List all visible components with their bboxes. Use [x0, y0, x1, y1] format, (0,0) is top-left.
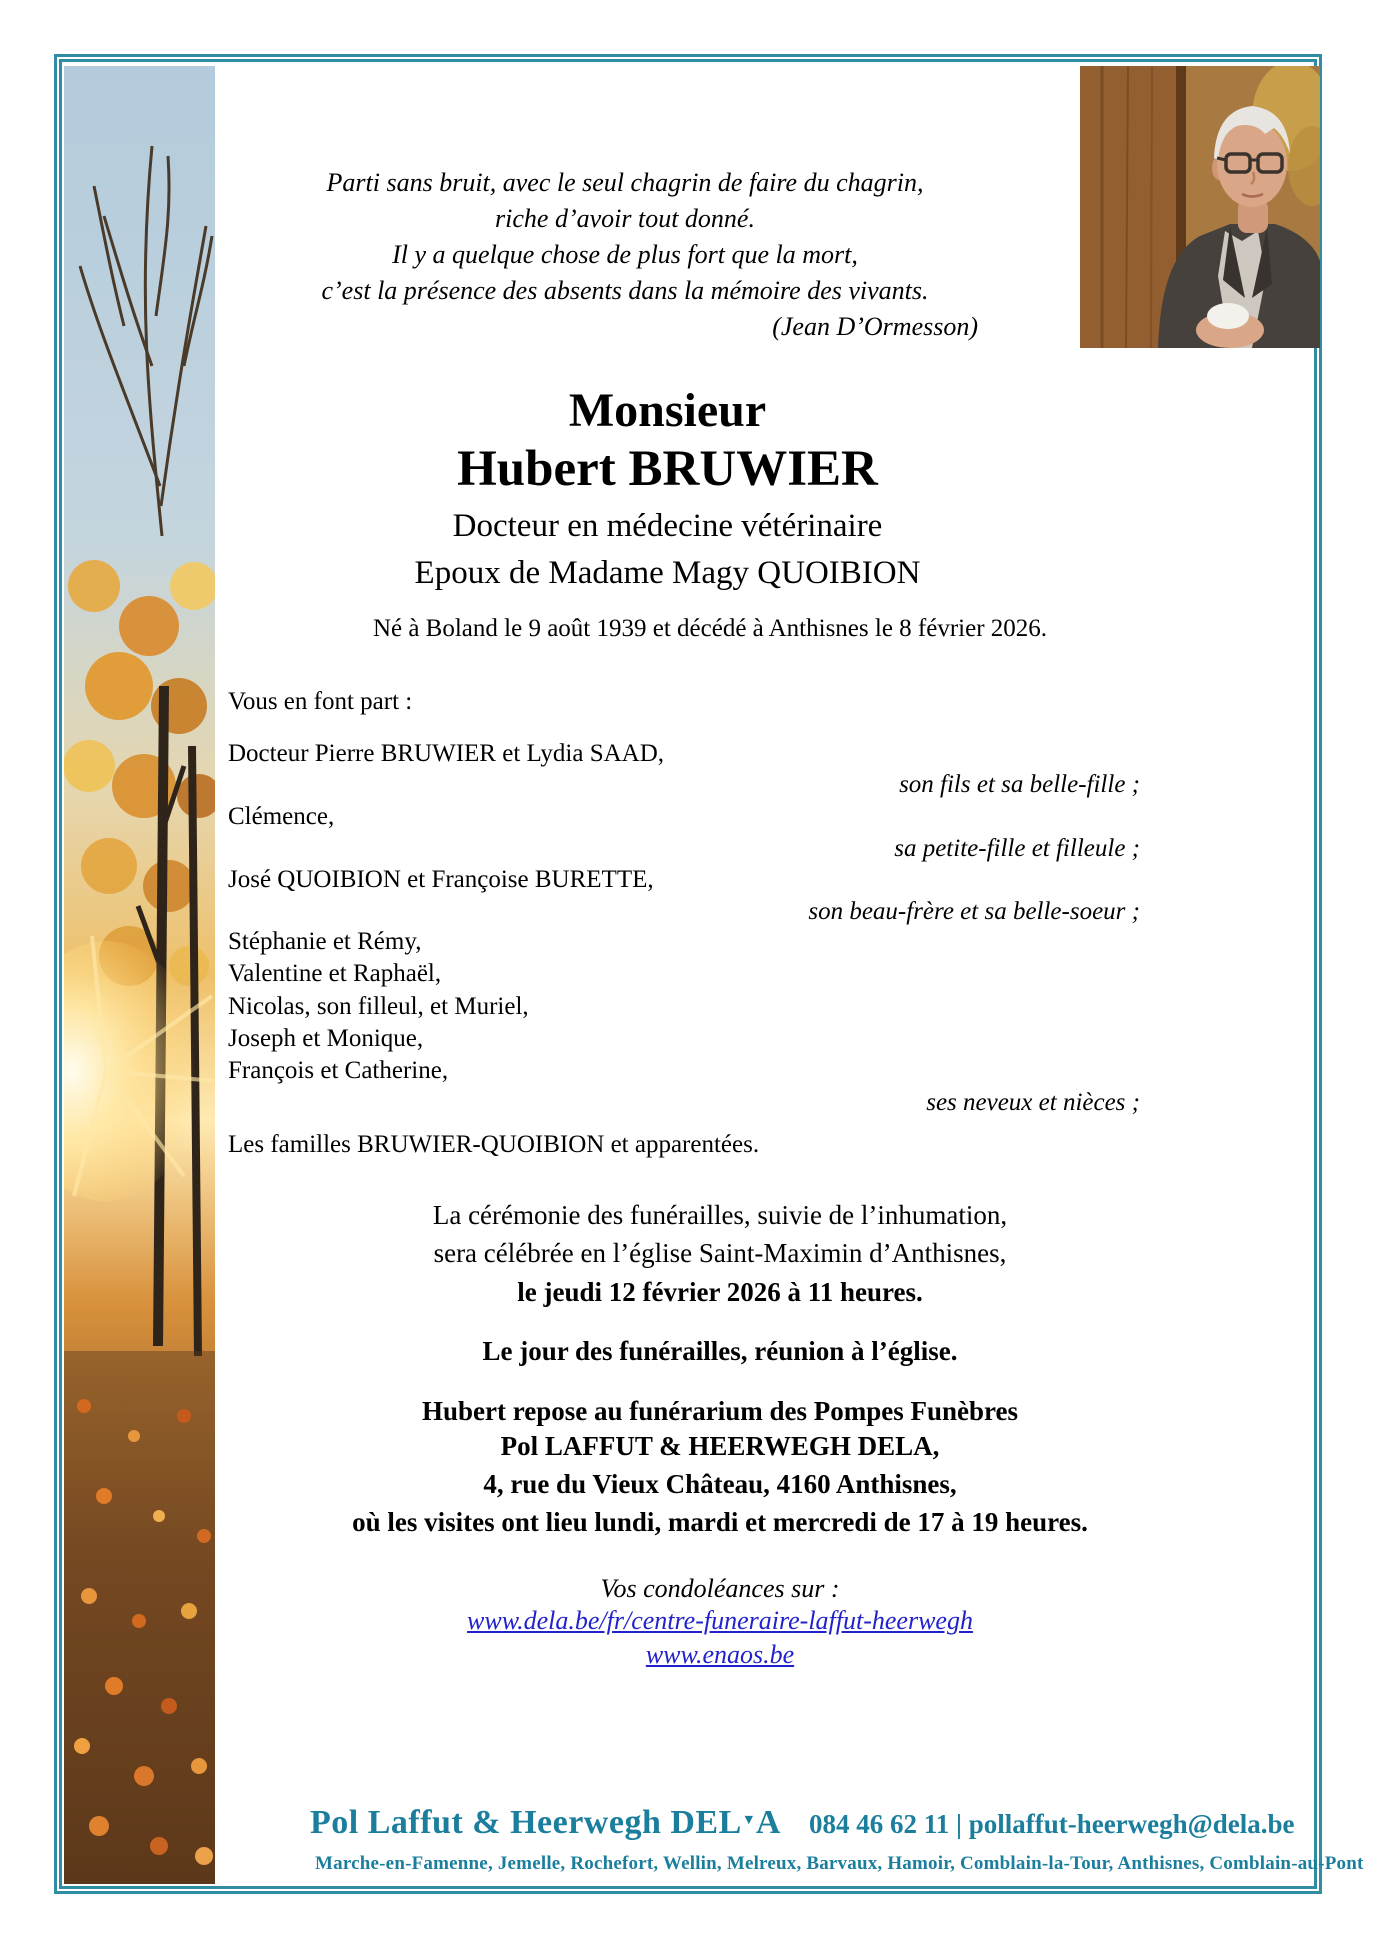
- portrait-illustration: [1080, 66, 1320, 348]
- dela-condolences-link[interactable]: www.dela.be/fr/centre-funeraire-laffut-heerwegh: [467, 1606, 973, 1635]
- repose-line-3: 4, rue du Vieux Château, 4160 Anthisnes,: [483, 1469, 957, 1499]
- ceremony-date-time: le jeudi 12 février 2026 à 11 heures.: [517, 1277, 923, 1307]
- relation-group-3: son beau-frère et sa belle-soeur ;: [808, 898, 1140, 925]
- family-group-4-line-3: Nicolas, son filleul, et Muriel,: [228, 993, 529, 1020]
- relation-group-1: son fils et sa belle-fille ;: [899, 771, 1140, 798]
- life-dates: Né à Boland le 9 août 1939 et décédé à Anthisnes le 8 février 2026.: [372, 615, 1048, 642]
- families-line: Les familles BRUWIER-QUOIBION et apparentées.: [228, 1131, 760, 1158]
- family-group-4-line-2: Valentine et Raphaël,: [228, 960, 442, 987]
- relation-group-4: ses neveux et nièces ;: [926, 1089, 1140, 1116]
- family-group-4-line-5: François et Catherine,: [228, 1057, 449, 1084]
- family-group-3: José QUOIBION et Françoise BURETTE,: [228, 866, 654, 893]
- repose-line-2: Pol LAFFUT & HEERWEGH DELA,: [500, 1431, 940, 1461]
- quote-line-1: Parti sans bruit, avec le seul chagrin de faire du chagrin,: [326, 168, 924, 197]
- quote-line-3: Il y a quelque chose de plus fort que la mort,: [392, 240, 858, 269]
- quote-line-4: c’est la présence des absents dans la mémoire des vivants.: [321, 276, 929, 305]
- opening-quote: [230, 165, 1020, 345]
- ceremony-line-2: sera célébrée en l’église Saint-Maximin d’Anthisnes,: [433, 1238, 1007, 1268]
- autumn-scene-illustration: [64, 66, 215, 1884]
- meeting-line: Le jour des funérailles, réunion à l’église.: [482, 1336, 958, 1366]
- deceased-spouse-line: Epoux de Madame Magy QUOIBION: [414, 555, 921, 591]
- family-group-1: Docteur Pierre BRUWIER et Lydia SAAD,: [228, 740, 665, 767]
- autumn-photo-strip: [64, 66, 215, 1884]
- deceased-profession: Docteur en médecine vétérinaire: [452, 508, 883, 544]
- repose-line-1: Hubert repose au funérarium des Pompes Funèbres: [422, 1396, 1018, 1426]
- family-group-4-line-1: Stéphanie et Rémy,: [228, 928, 422, 955]
- condolences-link-2-row: [300, 1640, 1140, 1670]
- quote-attribution: (Jean D’Ormesson): [772, 312, 978, 341]
- repose-line-4: où les visites ont lieu lundi, mardi et mercredi de 17 à 19 heures.: [352, 1507, 1088, 1537]
- brand-name-text: Pol Laffut & Heerwegh: [310, 1804, 662, 1841]
- condolences-label: Vos condoléances sur :: [600, 1574, 840, 1603]
- portrait-photo: [1080, 66, 1320, 348]
- quote-line-2: riche d’avoir tout donné.: [495, 204, 755, 233]
- deceased-name: Hubert BRUWIER: [457, 441, 878, 497]
- deceased-title: Monsieur: [568, 384, 767, 437]
- footer-locations: Marche-en-Famenne, Jemelle, Rochefort, Wellin, Melreux, Barvaux, Hamoir, Comblain-la-Tour, Anthisnes, Comblain-au-Pont: [315, 1853, 1364, 1874]
- family-group-2: Clémence,: [228, 803, 335, 830]
- dela-triangle-icon: ▼: [741, 1812, 756, 1829]
- funeral-home-brand: [310, 1804, 781, 1842]
- announcement-intro: Vous en font part :: [228, 688, 413, 715]
- enaos-link[interactable]: www.enaos.be: [645, 1640, 795, 1669]
- relation-group-2: sa petite-fille et filleule ;: [894, 835, 1140, 862]
- condolences-link-1-row: [300, 1606, 1140, 1636]
- dela-logo: DEL▼A: [670, 1804, 781, 1841]
- family-group-4-line-4: Joseph et Monique,: [228, 1025, 424, 1052]
- footer-contact: 084 46 62 11 | pollaffut-heerwegh@dela.be: [808, 1809, 1295, 1839]
- ceremony-line-1: La cérémonie des funérailles, suivie de l’inhumation,: [432, 1200, 1008, 1230]
- funeral-home-footer: [310, 1804, 1295, 1842]
